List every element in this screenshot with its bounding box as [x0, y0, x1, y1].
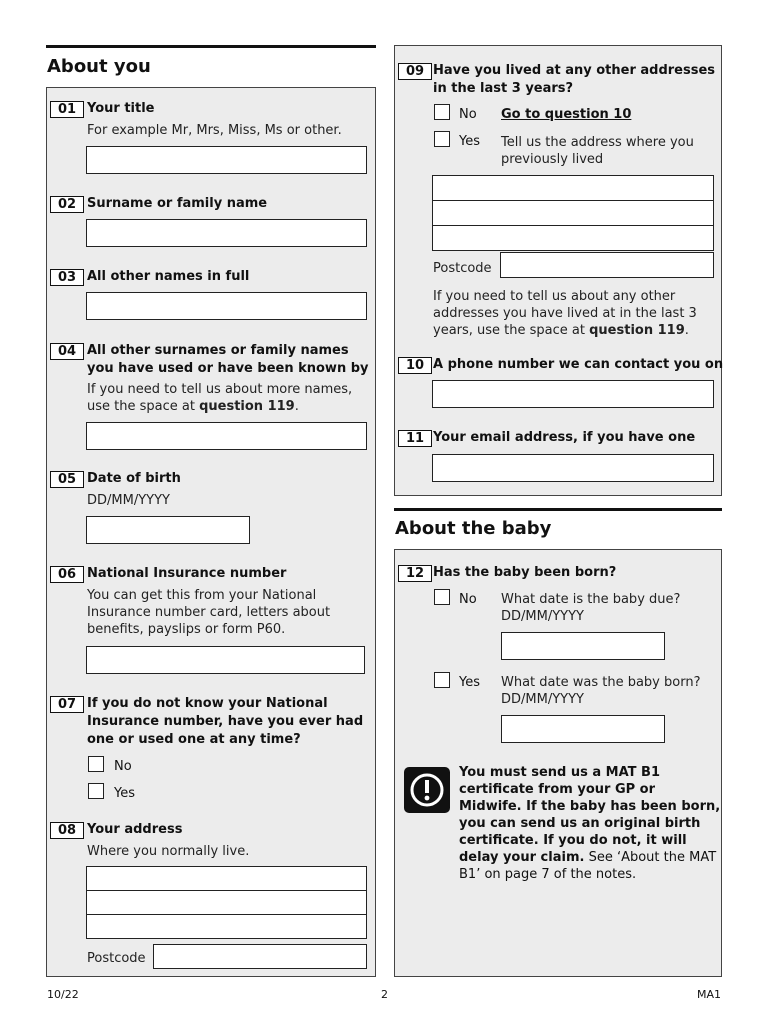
other-names-input[interactable] — [86, 292, 367, 320]
mat-b1-warning-note: See ‘About the MAT B1’ on page 7 of the notes. — [459, 850, 717, 882]
q09-note-ref: question 119 — [589, 323, 685, 338]
previous-address-line-2-input[interactable] — [432, 200, 714, 226]
q12-no-checkbox[interactable] — [434, 589, 450, 605]
due-date-input[interactable] — [501, 632, 665, 660]
question-number-05: 05 — [50, 471, 84, 488]
question-09-label: Have you lived at any other addresses in the last 3 years? — [433, 63, 716, 96]
email-address-input[interactable] — [432, 454, 714, 482]
mat-b1-warning — [459, 764, 721, 883]
question-number-03: 03 — [50, 269, 84, 286]
question-number-08: 08 — [50, 822, 84, 839]
question-number-01: 01 — [50, 101, 84, 118]
q09-note — [433, 288, 718, 339]
go-to-question-10-link[interactable]: Go to question 10 — [501, 107, 632, 122]
address-line-3-input[interactable] — [86, 914, 367, 939]
about-you-title: About you — [47, 56, 151, 77]
surname-input[interactable] — [86, 219, 367, 247]
q09-note-text: If you need to tell us about any other addresses you have lived at in the last 3 years, use the space at — [433, 289, 697, 338]
phone-number-input[interactable] — [432, 380, 714, 408]
birth-date-input[interactable] — [501, 715, 665, 743]
mat-b1-warning-bold: You must send us a MAT B1 certificate from your GP or Midwife. If the baby has been born, you can send us an original birth certificate. If you do not, it will delay your claim. — [459, 765, 721, 865]
q07-yes-label: Yes — [114, 786, 135, 801]
question-04-hint-text: If you need to tell us about more names, use the space at — [87, 382, 353, 414]
national-insurance-input[interactable] — [86, 646, 365, 674]
question-06-label: National Insurance number — [87, 566, 287, 581]
about-baby-title: About the baby — [395, 518, 552, 539]
question-12-label: Has the baby been born? — [433, 565, 617, 580]
question-10-label: A phone number we can contact you on — [433, 357, 724, 372]
q07-no-checkbox[interactable] — [88, 756, 104, 772]
question-number-06: 06 — [50, 566, 84, 583]
question-number-11: 11 — [398, 430, 432, 447]
address-postcode-label: Postcode — [87, 951, 146, 966]
question-number-07: 07 — [50, 696, 84, 713]
question-number-12: 12 — [398, 565, 432, 582]
previous-postcode-input[interactable] — [500, 252, 714, 278]
previous-surnames-input[interactable] — [86, 422, 367, 450]
q09-no-checkbox[interactable] — [434, 104, 450, 120]
warning-icon — [404, 767, 450, 813]
question-04-hint-ref: question 119 — [199, 399, 295, 414]
question-03-label: All other names in full — [87, 269, 250, 284]
previous-postcode-label: Postcode — [433, 261, 492, 276]
question-01-label: Your title — [87, 101, 155, 116]
about-you-rule — [46, 45, 376, 48]
question-08-label: Your address — [87, 822, 183, 837]
question-07-label: If you do not know your National Insurance number, have you ever had one or used one at any time? — [87, 696, 364, 747]
q12-no-label: No — [459, 592, 477, 607]
q09-yes-text: Tell us the address where you previously lived — [501, 135, 694, 167]
q12-yes-checkbox[interactable] — [434, 672, 450, 688]
q09-yes-label: Yes — [459, 134, 480, 149]
q12-yes-label: Yes — [459, 675, 480, 690]
address-line-1-input[interactable] — [86, 866, 367, 891]
address-postcode-input[interactable] — [153, 944, 367, 969]
q07-yes-checkbox[interactable] — [88, 783, 104, 799]
question-01-hint: For example Mr, Mrs, Miss, Ms or other. — [87, 123, 342, 138]
q09-no-label: No — [459, 107, 477, 122]
question-number-04: 04 — [50, 343, 84, 360]
question-05-hint: DD/MM/YYYY — [87, 493, 170, 508]
q12-due-date-text: What date is the baby due? — [501, 592, 681, 607]
question-11-label: Your email address, if you have one — [433, 430, 696, 445]
footer-page-number: 2 — [381, 988, 388, 1001]
footer-date-code: 10/22 — [47, 988, 79, 1001]
previous-address-line-3-input[interactable] — [432, 225, 714, 251]
warning-icon-glyph — [404, 767, 450, 813]
question-04-hint-end: . — [294, 399, 299, 414]
q12-birth-date-hint: DD/MM/YYYY — [501, 692, 584, 707]
footer-form-code: MA1 — [697, 988, 722, 1001]
date-of-birth-input[interactable] — [86, 516, 250, 544]
title-input[interactable] — [86, 146, 367, 174]
previous-address-line-1-input[interactable] — [432, 175, 714, 201]
q09-note-end: . — [684, 323, 689, 338]
question-number-10: 10 — [398, 357, 432, 374]
question-number-02: 02 — [50, 196, 84, 213]
q09-yes-checkbox[interactable] — [434, 131, 450, 147]
question-04-hint — [87, 381, 372, 415]
q07-no-label: No — [114, 759, 132, 774]
question-08-hint: Where you normally live. — [87, 844, 250, 859]
question-04-label: All other surnames or family names you have used or have been known by — [87, 343, 369, 376]
question-05-label: Date of birth — [87, 471, 181, 486]
q12-due-date-hint: DD/MM/YYYY — [501, 609, 584, 624]
about-baby-rule — [394, 508, 722, 511]
q12-birth-date-text: What date was the baby born? — [501, 675, 701, 690]
question-number-09: 09 — [398, 63, 432, 80]
address-line-2-input[interactable] — [86, 890, 367, 915]
question-06-hint: You can get this from your National Insurance number card, letters about benefits, payslips or form P60. — [87, 588, 331, 637]
question-02-label: Surname or family name — [87, 196, 268, 211]
